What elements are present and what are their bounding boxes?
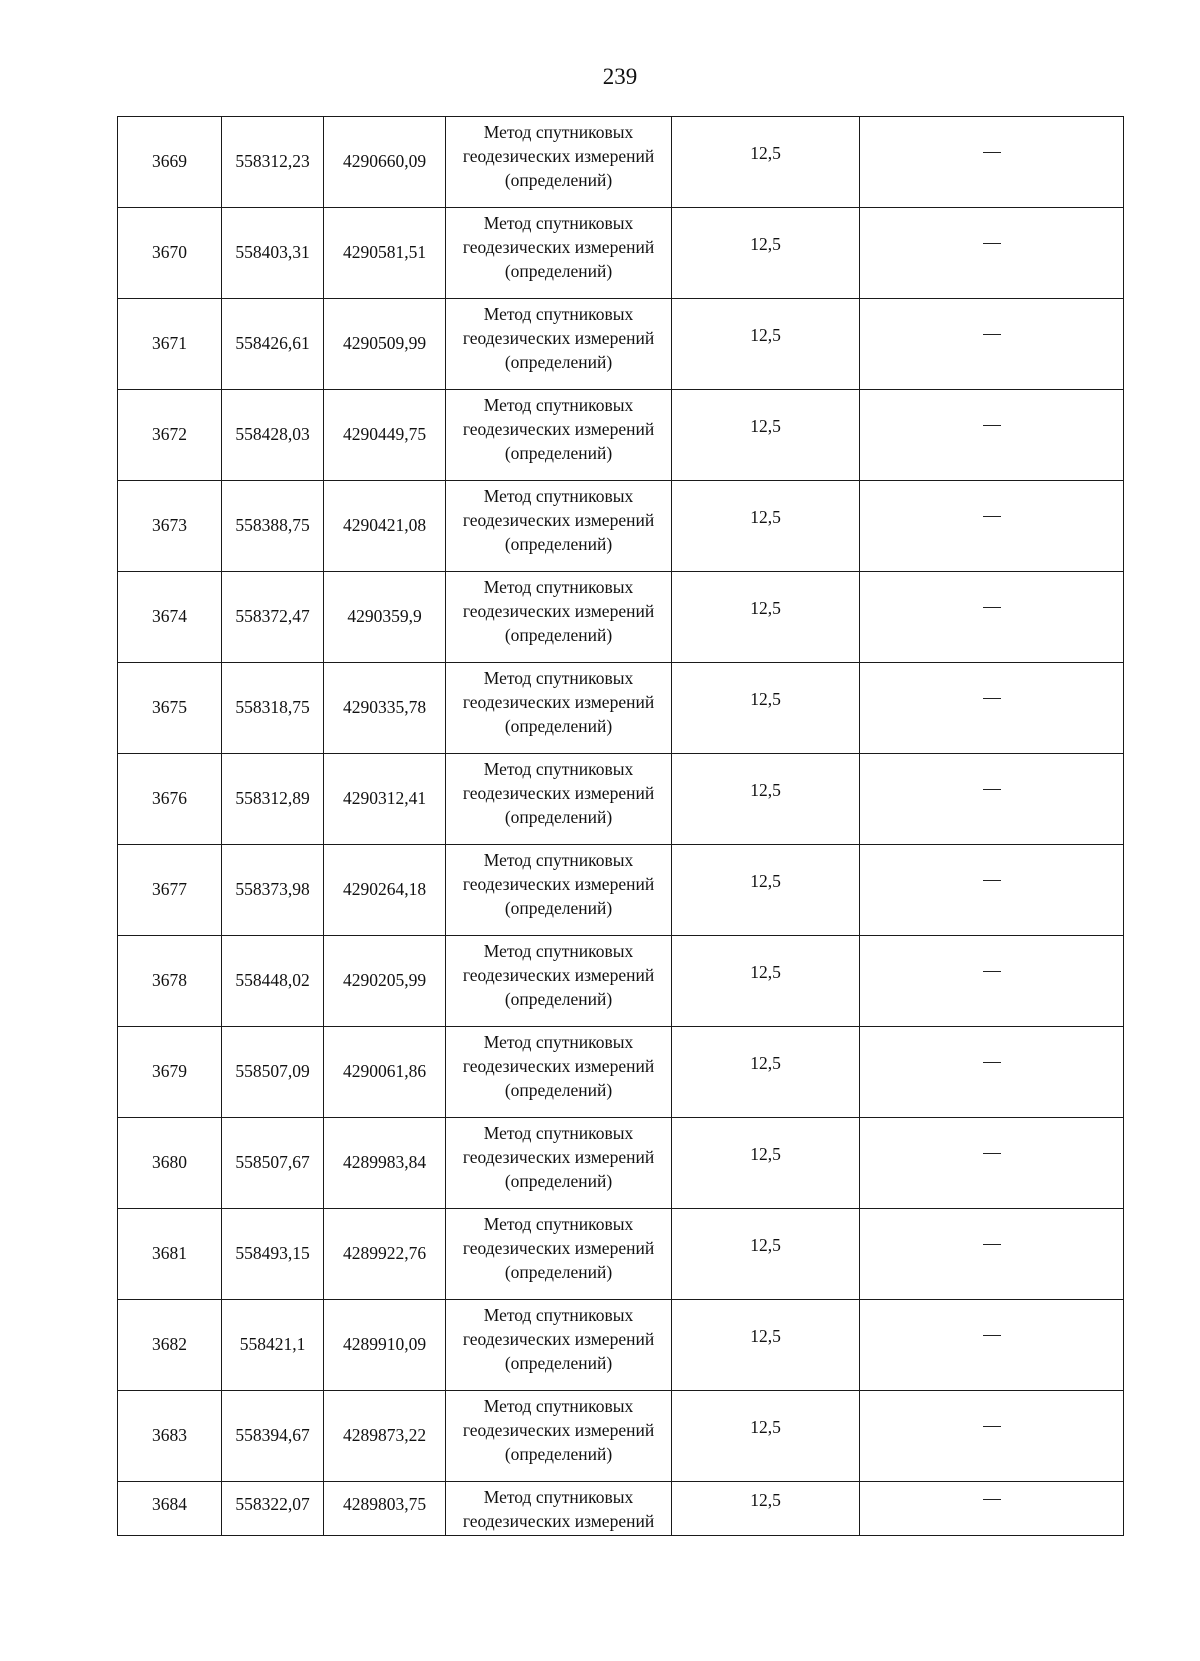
x-coordinate-cell: 558318,75 (222, 663, 324, 754)
note-cell (860, 1209, 1124, 1300)
note-cell (860, 1482, 1124, 1536)
method-line: (определений) (504, 1080, 613, 1100)
table-row (118, 1027, 1124, 1118)
y-coordinate-cell: 4290335,78 (324, 663, 446, 754)
method-line: Метод спутниковых (483, 941, 634, 961)
method-line: геодезических измерений (462, 783, 655, 803)
dash-mark (983, 1499, 1001, 1500)
note-cell (860, 754, 1124, 845)
note-cell (860, 1300, 1124, 1391)
y-coordinate-cell: 4290449,75 (324, 390, 446, 481)
method-line: (определений) (504, 534, 613, 554)
method-line: (определений) (504, 352, 613, 372)
x-coordinate-cell: 558394,67 (222, 1391, 324, 1482)
y-coordinate-cell: 4290581,51 (324, 208, 446, 299)
method-line: геодезических измерений (462, 965, 655, 985)
y-coordinate-cell: 4290509,99 (324, 299, 446, 390)
method-line: Метод спутниковых (483, 577, 634, 597)
table-row (118, 1482, 1124, 1536)
dash-mark (983, 789, 1001, 790)
method-line: Метод спутниковых (483, 1396, 634, 1416)
y-coordinate-cell: 4289983,84 (324, 1118, 446, 1209)
method-line: (определений) (504, 807, 613, 827)
method-cell (446, 754, 672, 845)
method-line: (определений) (504, 170, 613, 190)
coordinates-table (117, 116, 1124, 1536)
dash-mark (983, 698, 1001, 699)
y-coordinate-cell: 4289922,76 (324, 1209, 446, 1300)
method-cell (446, 481, 672, 572)
method-cell (446, 208, 672, 299)
method-line: геодезических измерений (462, 237, 655, 257)
accuracy-cell: 12,5 (672, 299, 860, 390)
method-cell (446, 1300, 672, 1391)
method-cell (446, 390, 672, 481)
method-line: Метод спутниковых (483, 1214, 634, 1234)
point-number-cell: 3678 (118, 936, 222, 1027)
note-cell (860, 299, 1124, 390)
method-line: геодезических измерений (462, 1420, 655, 1440)
table-row (118, 754, 1124, 845)
point-number-cell: 3671 (118, 299, 222, 390)
accuracy-cell: 12,5 (672, 1391, 860, 1482)
method-line: Метод спутниковых (483, 304, 634, 324)
note-cell (860, 572, 1124, 663)
dash-mark (983, 243, 1001, 244)
method-line: (определений) (504, 989, 613, 1009)
method-line: геодезических измерений (462, 510, 655, 530)
accuracy-cell: 12,5 (672, 117, 860, 208)
accuracy-cell: 12,5 (672, 481, 860, 572)
note-cell (860, 1118, 1124, 1209)
y-coordinate-cell: 4290264,18 (324, 845, 446, 936)
y-coordinate-cell: 4290421,08 (324, 481, 446, 572)
method-cell (446, 299, 672, 390)
table-body (118, 117, 1124, 1536)
accuracy-cell: 12,5 (672, 754, 860, 845)
dash-mark (983, 1244, 1001, 1245)
table-row (118, 1300, 1124, 1391)
x-coordinate-cell: 558312,89 (222, 754, 324, 845)
note-cell (860, 936, 1124, 1027)
dash-mark (983, 334, 1001, 335)
x-coordinate-cell: 558373,98 (222, 845, 324, 936)
method-line: (определений) (504, 1444, 613, 1464)
x-coordinate-cell: 558322,07 (222, 1482, 324, 1536)
method-cell (446, 1209, 672, 1300)
method-line: геодезических измерений (462, 1056, 655, 1076)
x-coordinate-cell: 558388,75 (222, 481, 324, 572)
table-row (118, 663, 1124, 754)
accuracy-cell: 12,5 (672, 572, 860, 663)
note-cell (860, 208, 1124, 299)
method-line: геодезических измерений (462, 419, 655, 439)
method-line: Метод спутниковых (483, 759, 634, 779)
table-row (118, 208, 1124, 299)
method-cell (446, 1118, 672, 1209)
method-line: (определений) (504, 1171, 613, 1191)
accuracy-cell: 12,5 (672, 1209, 860, 1300)
point-number-cell: 3672 (118, 390, 222, 481)
point-number-cell: 3669 (118, 117, 222, 208)
point-number-cell: 3684 (118, 1482, 222, 1536)
point-number-cell: 3677 (118, 845, 222, 936)
table-row (118, 1209, 1124, 1300)
table-row (118, 936, 1124, 1027)
method-line: геодезических измерений (462, 1238, 655, 1258)
method-cell (446, 936, 672, 1027)
note-cell (860, 663, 1124, 754)
accuracy-cell: 12,5 (672, 1027, 860, 1118)
note-cell (860, 117, 1124, 208)
accuracy-cell: 12,5 (672, 936, 860, 1027)
accuracy-cell: 12,5 (672, 208, 860, 299)
method-line: геодезических измерений (462, 601, 655, 621)
method-line: (определений) (504, 261, 613, 281)
point-number-cell: 3679 (118, 1027, 222, 1118)
note-cell (860, 1391, 1124, 1482)
note-cell (860, 845, 1124, 936)
point-number-cell: 3682 (118, 1300, 222, 1391)
method-line: геодезических измерений (462, 1511, 655, 1531)
method-line: геодезических измерений (462, 1147, 655, 1167)
accuracy-cell: 12,5 (672, 845, 860, 936)
point-number-cell: 3681 (118, 1209, 222, 1300)
x-coordinate-cell: 558448,02 (222, 936, 324, 1027)
note-cell (860, 481, 1124, 572)
method-line: геодезических измерений (462, 328, 655, 348)
accuracy-cell: 12,5 (672, 1482, 860, 1536)
method-line: Метод спутниковых (483, 668, 634, 688)
dash-mark (983, 1153, 1001, 1154)
dash-mark (983, 607, 1001, 608)
method-cell (446, 572, 672, 663)
point-number-cell: 3675 (118, 663, 222, 754)
note-cell (860, 390, 1124, 481)
dash-mark (983, 152, 1001, 153)
method-line: геодезических измерений (462, 692, 655, 712)
x-coordinate-cell: 558312,23 (222, 117, 324, 208)
x-coordinate-cell: 558421,1 (222, 1300, 324, 1391)
method-line: Метод спутниковых (483, 213, 634, 233)
y-coordinate-cell: 4290359,9 (324, 572, 446, 663)
x-coordinate-cell: 558428,03 (222, 390, 324, 481)
method-line: (определений) (504, 1262, 613, 1282)
method-cell (446, 1482, 672, 1536)
point-number-cell: 3680 (118, 1118, 222, 1209)
table-row (118, 390, 1124, 481)
y-coordinate-cell: 4289873,22 (324, 1391, 446, 1482)
method-line: геодезических измерений (462, 1329, 655, 1349)
table-row (118, 845, 1124, 936)
accuracy-cell: 12,5 (672, 663, 860, 754)
y-coordinate-cell: 4289803,75 (324, 1482, 446, 1536)
method-line: (определений) (504, 1353, 613, 1373)
point-number-cell: 3673 (118, 481, 222, 572)
x-coordinate-cell: 558507,09 (222, 1027, 324, 1118)
table-row (118, 117, 1124, 208)
point-number-cell: 3674 (118, 572, 222, 663)
table-row (118, 299, 1124, 390)
y-coordinate-cell: 4289910,09 (324, 1300, 446, 1391)
dash-mark (983, 516, 1001, 517)
method-cell (446, 1027, 672, 1118)
method-line: (определений) (504, 625, 613, 645)
accuracy-cell: 12,5 (672, 1118, 860, 1209)
x-coordinate-cell: 558507,67 (222, 1118, 324, 1209)
accuracy-cell: 12,5 (672, 1300, 860, 1391)
accuracy-cell: 12,5 (672, 390, 860, 481)
y-coordinate-cell: 4290061,86 (324, 1027, 446, 1118)
method-line: (определений) (504, 898, 613, 918)
table-row (118, 572, 1124, 663)
dash-mark (983, 971, 1001, 972)
table-row (118, 481, 1124, 572)
method-cell (446, 845, 672, 936)
dash-mark (983, 1335, 1001, 1336)
x-coordinate-cell: 558493,15 (222, 1209, 324, 1300)
x-coordinate-cell: 558426,61 (222, 299, 324, 390)
method-line: Метод спутниковых (483, 1305, 634, 1325)
method-line: Метод спутниковых (483, 850, 634, 870)
note-cell (860, 1027, 1124, 1118)
table-row (118, 1391, 1124, 1482)
page-number: 239 (602, 64, 638, 89)
point-number-cell: 3676 (118, 754, 222, 845)
x-coordinate-cell: 558372,47 (222, 572, 324, 663)
method-line: геодезических измерений (462, 146, 655, 166)
method-line: геодезических измерений (462, 874, 655, 894)
method-line: (определений) (504, 443, 613, 463)
method-line: (определений) (504, 716, 613, 736)
method-cell (446, 117, 672, 208)
method-cell (446, 663, 672, 754)
method-line: Метод спутниковых (483, 395, 634, 415)
dash-mark (983, 1426, 1001, 1427)
method-cell (446, 1391, 672, 1482)
method-line: Метод спутниковых (483, 1123, 634, 1143)
dash-mark (983, 425, 1001, 426)
x-coordinate-cell: 558403,31 (222, 208, 324, 299)
method-line: Метод спутниковых (483, 1032, 634, 1052)
y-coordinate-cell: 4290660,09 (324, 117, 446, 208)
method-line: Метод спутниковых (483, 1487, 634, 1507)
dash-mark (983, 880, 1001, 881)
method-line: Метод спутниковых (483, 122, 634, 142)
point-number-cell: 3683 (118, 1391, 222, 1482)
table-row (118, 1118, 1124, 1209)
dash-mark (983, 1062, 1001, 1063)
method-line: Метод спутниковых (483, 486, 634, 506)
point-number-cell: 3670 (118, 208, 222, 299)
y-coordinate-cell: 4290205,99 (324, 936, 446, 1027)
y-coordinate-cell: 4290312,41 (324, 754, 446, 845)
